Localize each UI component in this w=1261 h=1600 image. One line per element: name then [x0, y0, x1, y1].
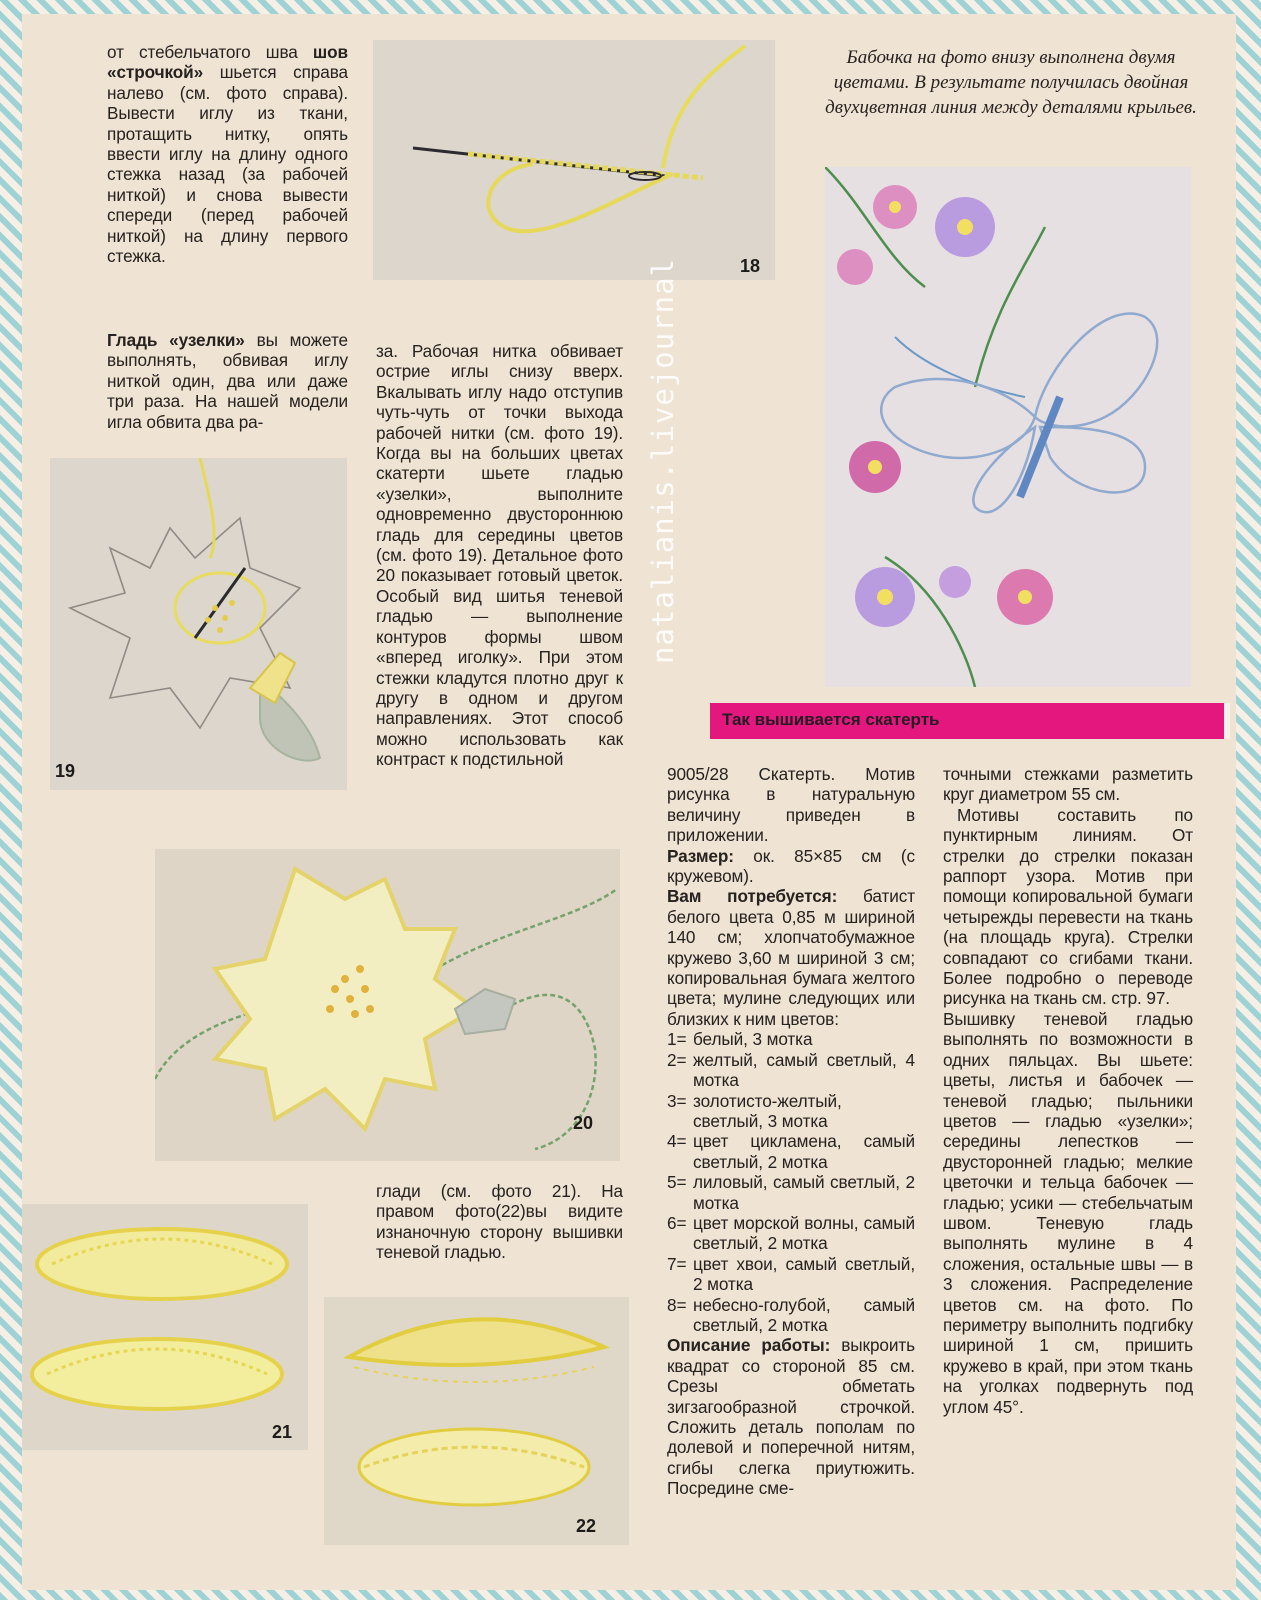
after-photo-20-text: глади (см. фото 21). На правом фото(22)вы видите изнаночную сторону вышивки теневой гладью.: [376, 1181, 623, 1263]
photo-18: [373, 40, 775, 280]
banner-edge: [1224, 703, 1230, 739]
color-item: 3= золотисто-желтый, светлый, 3 мотка: [667, 1090, 842, 1131]
photo-number-20: 20: [573, 1113, 594, 1133]
right-column-1: 9005/28 Скатерть. Мотив рисунка в натуральную величину приведен в приложении. Размер: ок. 85×85 см (с кружевом). Вам потребуется: батист белого цвета 0,85 м шириной 140 см; хлопчатобумажное кружево 3,60 м шириной 3 см; копировальная бумага желтого цвета; мулине следующих или близких к ним цветов: 1= белый, 3 мотка 2= желтый, самый светлый, 4 мотка 3= золотисто-желтый, светлый, 3 мотка 4= цвет цикламена, самый светлый, 2 мотка 5= лиловый, самый светлый, 2 мотка 6= цвет морской волны, самый светлый, 2 мотка 7= цвет хвои, самый светлый, 2 мотка 8= небесно-голубой, самый светлый, 2 мотка Описание работы: выкроить квадрат со стороной 85 см. Срезы обметать зигзагообразной строчкой. Сложить деталь пополам по долевой и поперечной нитям, сгибы слегка приутюжить. Посредине сме-: [667, 764, 915, 1499]
uzelki-paragraph: Гладь «узелки» вы можете выполнять, обвивая иглу ниткой один, два или даже три раза. На нашей модели игла обвита два ра-: [107, 330, 348, 432]
photo-19: [50, 458, 347, 790]
color-item: 5= лиловый, самый светлый, 2 мотка: [667, 1172, 915, 1213]
photo-20: [155, 849, 620, 1161]
color-item: 7= цвет хвои, самый светлый, 2 мотка: [667, 1253, 915, 1295]
butterfly-caption: Бабочка на фото внизу выполнена двумя цветами. В результате получилась двойная двухцветная линия между деталями крыльев.: [825, 47, 1197, 118]
photo-22: [324, 1297, 629, 1545]
right-column-2: точными стежками разметить круг диаметром 55 см. Мотивы составить по пунктирным линиям. От стрелки до стрелки показан раппорт узора. Мотив при помощи копировальной бумаги четырежды перевести на ткань (на площадь круга). Стрелки совпадают со сгибами ткани. Более подробно о переводе рисунка на ткань см. стр. 97. Вышивку теневой гладью выполнять по возможности в одних пяльцах. Вы шьете: цветы, листья и бабочек — теневой гладью; пыльники цветов — гладью «узелки»; середины лепестков — двусторонней гладью; мелкие цветочки и тельца бабочек — гладью; усики — стебельчатым швом. Теневую гладь выполнять мулине в 4 сложения, остальные швы — в 3 сложения. Распределение цветов см. на фото. По периметру выполнить подгибку шириной 1 см, пришить кружево в край, при этом ткань на уголках подвернуть под углом 45°.: [943, 764, 1193, 1417]
color-item: 4= цвет цикламена, самый светлый, 2 мотка: [667, 1131, 915, 1172]
intro-text: 9005/28 Скатерть. Мотив рисунка в натуральную величину приведен в приложении.: [667, 764, 915, 846]
photo-number-22: 22: [576, 1516, 597, 1536]
photo-number-21: 21: [272, 1422, 293, 1442]
watermark: natalianis.livejournal: [646, 257, 680, 665]
color-item: 8= небесно-голубой, самый светлый, 2 мотка: [667, 1294, 915, 1335]
photo-21: [22, 1204, 308, 1450]
intro-paragraph: от стебельчатого шва шов «строчкой» шьется справа налево (см. фото справа). Вывести иглу из ткани, протащить нитку, опять ввести иглу на длину одного стежка назад (за рабочей ниткой) и снова вывести спереди (перед рабочей ниткой) на длину первого стежка.: [107, 42, 348, 267]
color-item: 1= белый, 3 мотка: [667, 1029, 813, 1050]
color-item: 6= цвет морской волны, самый светлый, 2 мотка: [667, 1212, 915, 1254]
section-banner: [710, 703, 1230, 739]
photo-number-18: 18: [740, 256, 761, 276]
photo-number-19: 19: [55, 761, 76, 781]
middle-column-text: за. Рабочая нитка обвивает острие иглы снизу вверх. Вкалывать иглу надо отступив чуть-чуть от точки выхода рабочей нитки (см. фото 19). Когда вы на больших цветах скатерти шьете гладью «узелки», выполните одновременно двустороннюю гладь для середины цветов (см. фото 19). Детальное фото 20 показывает готовый цветок. Особый вид шитья теневой гладью — выполнение контуров формы швом «вперед иголку». При этом стежки кладутся плотно друг к другу в одном и другом направлениях. Этот способ можно использовать как контраст к подстильной: [376, 341, 623, 770]
butterfly-photo: [825, 167, 1191, 687]
color-item: 2= желтый, самый светлый, 4 мотка: [667, 1049, 915, 1091]
banner-title: Так вышивается скатерть: [722, 710, 940, 729]
